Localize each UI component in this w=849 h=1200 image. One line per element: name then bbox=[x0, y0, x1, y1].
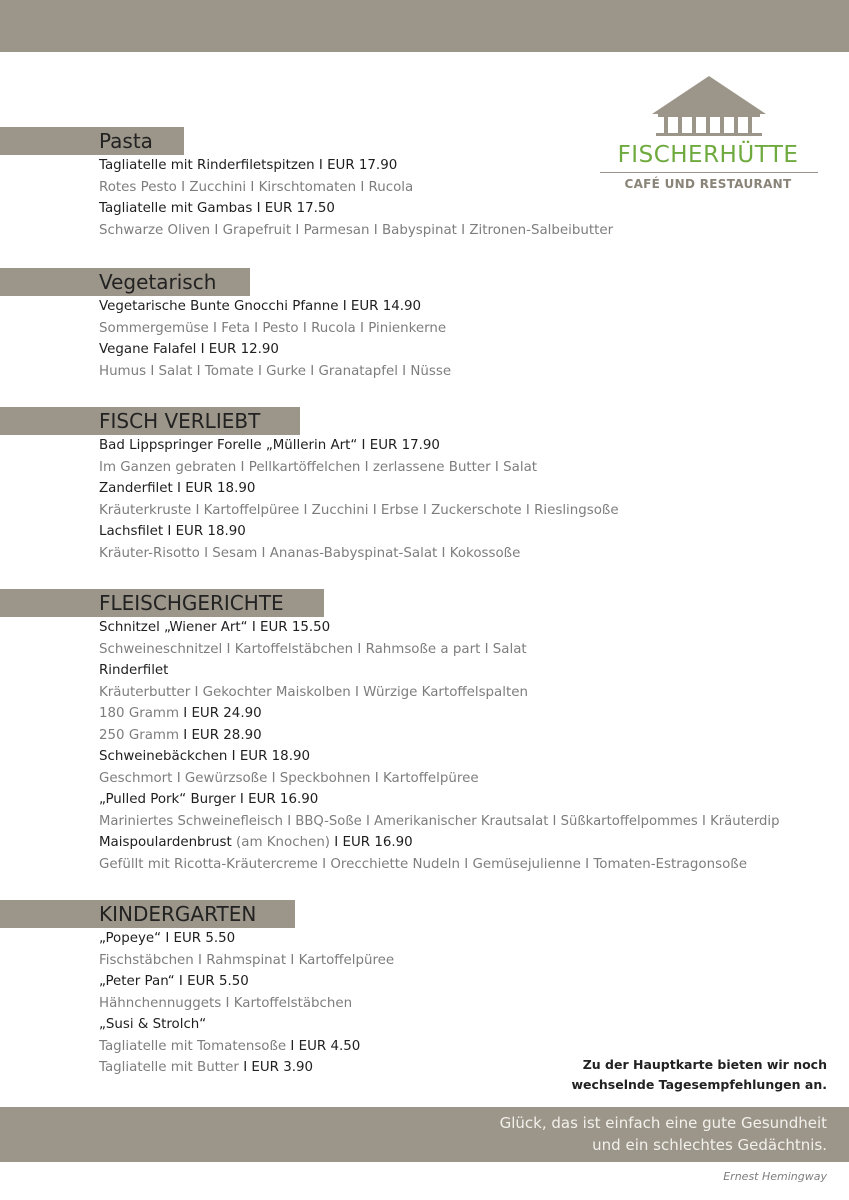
quote-author: Ernest Hemingway bbox=[723, 1170, 827, 1183]
dish-description: Gefüllt mit Ricotta-Kräutercreme I Orecchiette Nudeln I Gemüsejulienne I Tomaten-Estragonsoße bbox=[99, 856, 747, 872]
quote bbox=[500, 1112, 827, 1156]
dish-description: Sommergemüse I Feta I Pesto I Rucola I Pinienkerne bbox=[99, 320, 447, 336]
dish-title: Tagliatelle mit Gambas I EUR 17.50 bbox=[99, 201, 335, 216]
dish-description: Fischstäbchen I Rahmspinat I Kartoffelpüree bbox=[99, 952, 395, 968]
dish-title: Zanderfilet I EUR 18.90 bbox=[99, 481, 256, 496]
section-heading: Vegetarisch bbox=[99, 270, 217, 294]
dish-description: Kräuter-Risotto I Sesam I Ananas-Babyspinat-Salat I Kokossoße bbox=[99, 545, 521, 561]
logo-divider bbox=[600, 172, 818, 173]
variant-name: Tagliatelle mit Butter bbox=[99, 1060, 239, 1075]
menu-items bbox=[0, 928, 394, 1079]
hut-roof-icon bbox=[596, 76, 822, 142]
section-heading-bar bbox=[0, 268, 250, 296]
dish-title: „Popeye“ I EUR 5.50 bbox=[99, 931, 236, 946]
portion-size: 180 Gramm bbox=[99, 706, 179, 721]
dish-title: Vegetarische Bunte Gnocchi Pfanne I EUR 14.90 bbox=[99, 299, 422, 314]
portion-option bbox=[99, 1057, 394, 1079]
menu-items bbox=[0, 296, 451, 382]
portion-size: 250 Gramm bbox=[99, 727, 179, 743]
dish-title: „Peter Pan“ I EUR 5.50 bbox=[99, 974, 249, 989]
section-fleischgerichte bbox=[0, 589, 779, 875]
dish-title: Lachsfilet I EUR 18.90 bbox=[99, 524, 246, 539]
dish-title: Rinderfilet bbox=[99, 663, 169, 678]
variant-price: I EUR 4.50 bbox=[286, 1038, 361, 1054]
section-heading: FISCH VERLIEBT bbox=[99, 409, 261, 433]
dish-description: Humus I Salat I Tomate I Gurke I Granatapfel I Nüsse bbox=[99, 363, 452, 379]
dish-title: Bad Lippspringer Forelle „Müllerin Art“ I EUR 17.90 bbox=[99, 438, 440, 453]
dish-price: I EUR 16.90 bbox=[330, 835, 413, 850]
dish-description: Mariniertes Schweinefleisch I BBQ-Soße I Amerikanischer Krautsalat I Süßkartoffelpommes I Kräuterdip bbox=[99, 813, 780, 829]
section-heading: Pasta bbox=[99, 129, 153, 153]
dish-title: Maispoulardenbrust bbox=[99, 835, 232, 850]
dish-description: Geschmort I Gewürzsoße I Speckbohnen I Kartoffelpüree bbox=[99, 770, 479, 786]
restaurant-logo bbox=[596, 76, 822, 196]
section-heading-bar bbox=[0, 127, 184, 155]
daily-specials-note bbox=[571, 1055, 827, 1095]
dish-note: (am Knochen) bbox=[231, 835, 331, 850]
section-fisch-verliebt bbox=[0, 407, 619, 564]
dish-description: Im Ganzen gebraten I Pellkartöffelchen I zerlassene Butter I Salat bbox=[99, 459, 538, 475]
section-heading: KINDERGARTEN bbox=[99, 902, 257, 926]
dish-description: Kräuterbutter I Gekochter Maiskolben I Würzige Kartoffelspalten bbox=[99, 684, 528, 700]
section-pasta bbox=[0, 127, 613, 241]
variant-price: I EUR 3.90 bbox=[238, 1060, 314, 1075]
dish-description: Schweineschnitzel I Kartoffelstäbchen I Rahmsoße a part I Salat bbox=[99, 641, 527, 657]
section-heading-bar bbox=[0, 589, 324, 617]
note-line: wechselnde Tagesempfehlungen an. bbox=[571, 1077, 827, 1092]
variant-name: Tagliatelle mit Tomatensoße bbox=[99, 1038, 287, 1054]
portion-option bbox=[99, 725, 779, 747]
menu-items bbox=[0, 155, 613, 241]
quote-line: Glück, das ist einfach eine gute Gesundheit bbox=[499, 1114, 827, 1132]
dish-description: Schwarze Oliven I Grapefruit I Parmesan I Babyspinat I Zitronen-Salbeibutter bbox=[99, 222, 614, 238]
portion-option bbox=[99, 703, 779, 725]
section-kindergarten bbox=[0, 900, 394, 1079]
dish-description: Rotes Pesto I Zucchini I Kirschtomaten I Rucola bbox=[99, 179, 414, 195]
dish-description: Hähnchennuggets I Kartoffelstäbchen bbox=[99, 995, 353, 1011]
logo-subtitle: CAFÉ UND RESTAURANT bbox=[624, 177, 792, 191]
dish-title: Schnitzel „Wiener Art“ I EUR 15.50 bbox=[99, 620, 331, 635]
dish-title: „Pulled Pork“ Burger I EUR 16.90 bbox=[99, 792, 319, 807]
dish-title: „Susi & Strolch“ bbox=[99, 1017, 207, 1032]
quote-line: und ein schlechtes Gedächtnis. bbox=[592, 1136, 827, 1154]
dish-description: Kräuterkruste I Kartoffelpüree I Zucchini I Erbse I Zuckerschote I Rieslingsoße bbox=[99, 502, 619, 518]
top-banner bbox=[0, 0, 849, 52]
section-heading-bar bbox=[0, 900, 295, 928]
section-heading: FLEISCHGERICHTE bbox=[99, 591, 284, 615]
dish-title-composite bbox=[99, 832, 779, 854]
dish-title: Tagliatelle mit Rinderfiletspitzen I EUR 17.90 bbox=[99, 158, 398, 173]
section-heading-bar bbox=[0, 407, 300, 435]
note-line: Zu der Hauptkarte bieten wir noch bbox=[582, 1057, 827, 1072]
menu-items bbox=[0, 435, 619, 564]
logo-name: FISCHERHÜTTE bbox=[617, 142, 799, 168]
dish-title: Vegane Falafel I EUR 12.90 bbox=[99, 342, 279, 357]
portion-price: I EUR 28.90 bbox=[179, 727, 262, 743]
portion-price: I EUR 24.90 bbox=[179, 706, 262, 721]
section-vegetarisch bbox=[0, 268, 451, 382]
dish-title: Schweinebäckchen I EUR 18.90 bbox=[99, 749, 311, 764]
portion-option bbox=[99, 1036, 394, 1058]
menu-items bbox=[0, 617, 779, 875]
